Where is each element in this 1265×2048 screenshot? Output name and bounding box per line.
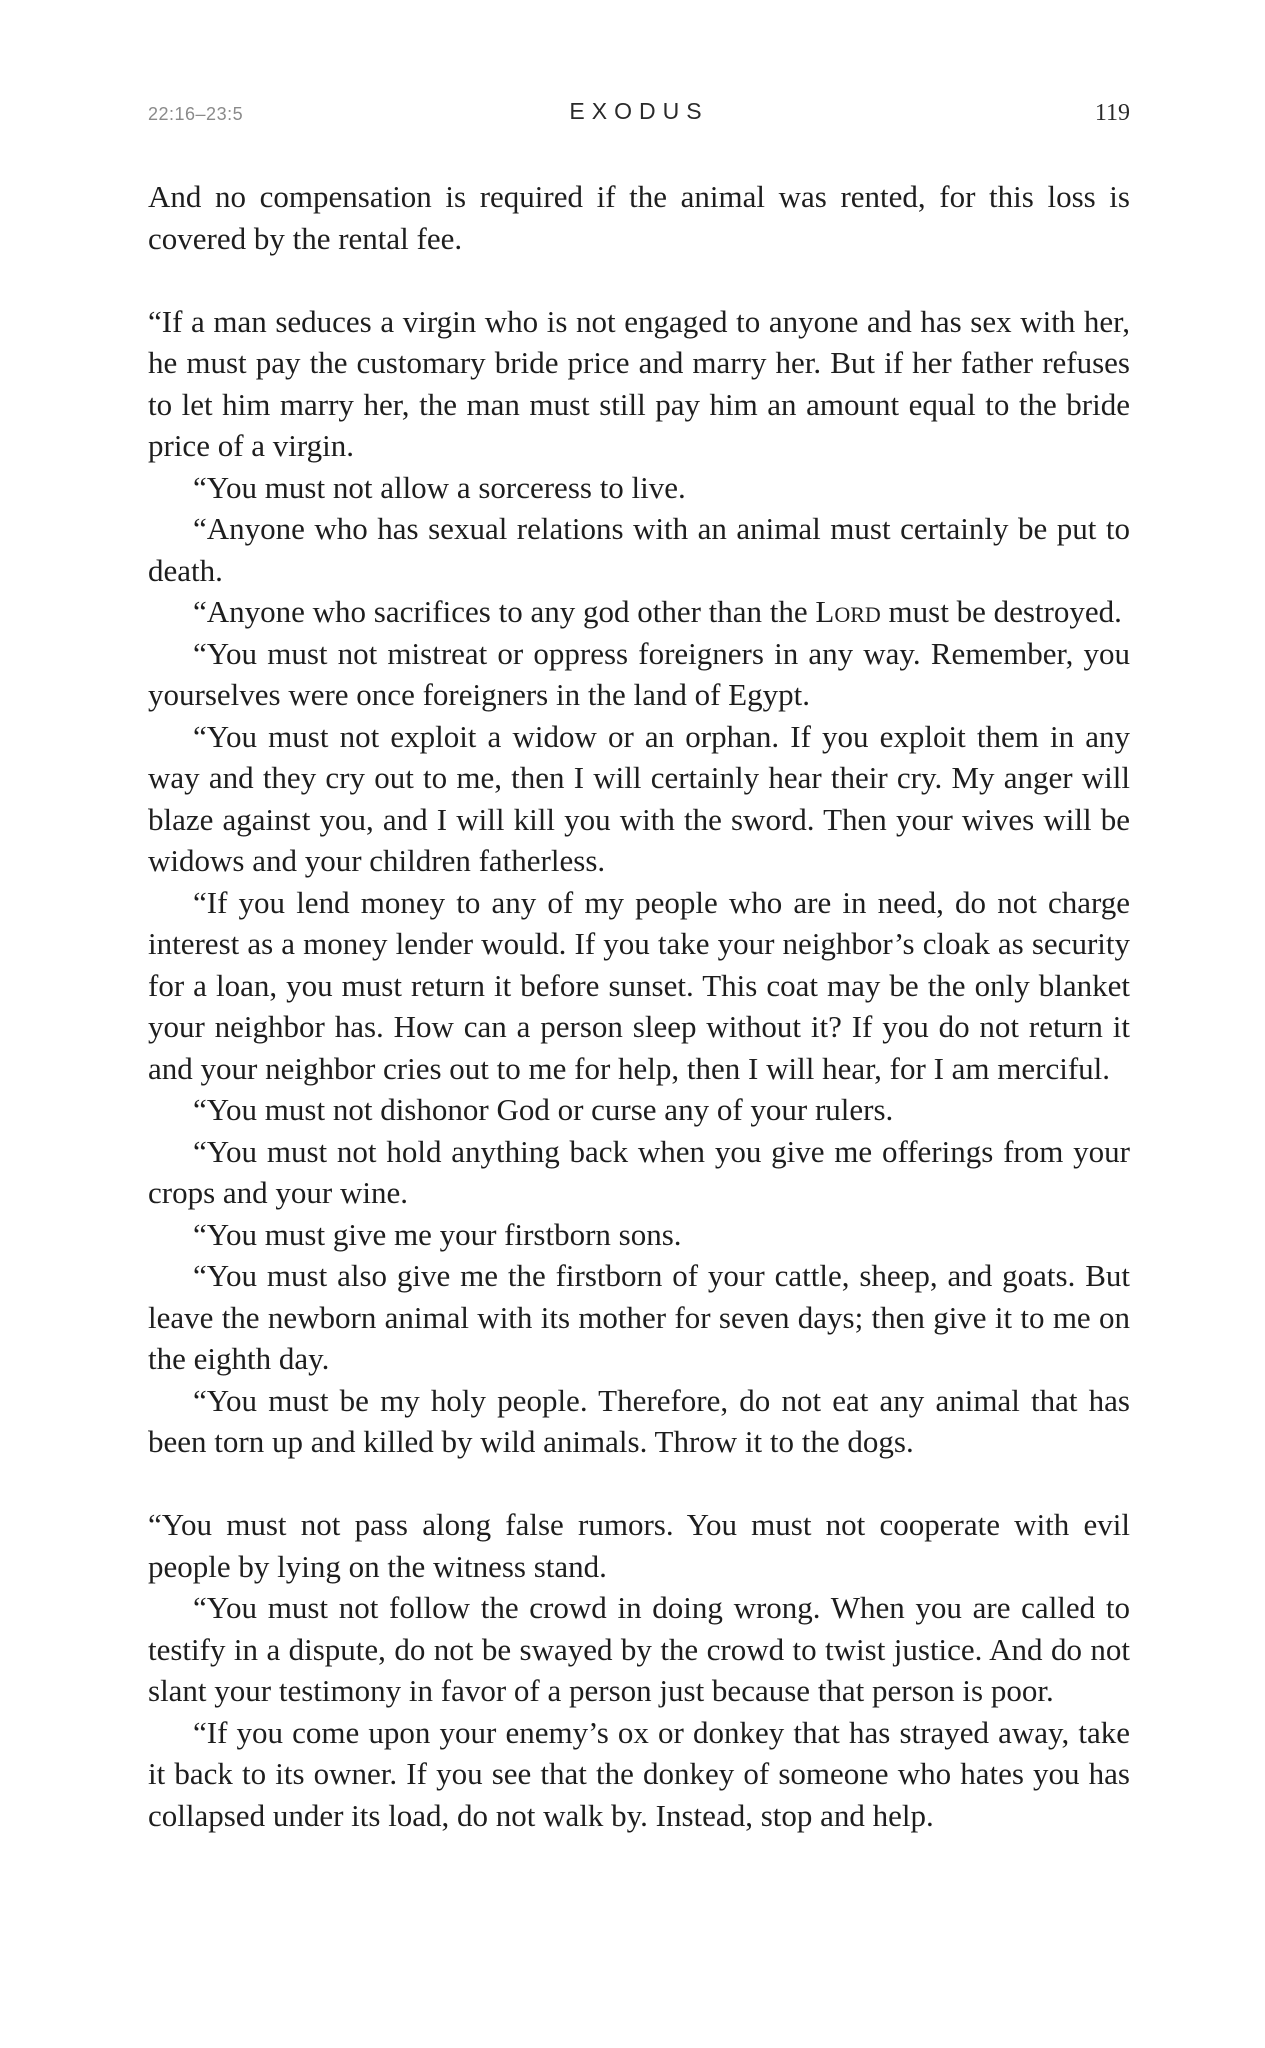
- page: [148, 0, 1130, 2048]
- verse-range: 22:16–23:5: [148, 104, 244, 124]
- paragraph-firstborn-animals: “You must also give me the firstborn of your cattle, sheep, and goats. But leave the newborn animal with its mother for seven days; then give it to me on the eighth day.: [148, 1258, 1130, 1376]
- paragraph-animal-relations: “Anyone who has sexual relations with an animal must certainly be put to death.: [148, 511, 1130, 588]
- paragraph-follow-crowd: “You must not follow the crowd in doing wrong. When you are called to testify in a dispute, do not be swayed by the crowd to twist justice. And do not slant your testimony in favor of a person just because that person is poor.: [148, 1590, 1130, 1708]
- paragraph-rental-loss: And no compensation is required if the animal was rented, for this loss is covered by the rental fee.: [148, 179, 1130, 256]
- paragraph-false-rumors: “You must not pass along false rumors. You must not cooperate with evil people by lying on the witness stand.: [148, 1507, 1130, 1584]
- paragraph-holy-people: “You must be my holy people. Therefore, do not eat any animal that has been torn up and killed by wild animals. Throw it to the dogs.: [148, 1382, 1130, 1459]
- paragraph-widow-orphan: “You must not exploit a widow or an orphan. If you exploit them in any way and they cry out to me, then I will certainly hear their cry. My anger will blaze against you, and I will kill you with the sword. Then your wives will be widows and your children fatherless.: [148, 718, 1130, 878]
- paragraph-enemy-ox: “If you come upon your enemy’s ox or donkey that has strayed away, take it back to its owner. If you see that the donkey of someone who hates you has collapsed under its load, do not walk by. Instead, stop and help.: [148, 1714, 1130, 1833]
- paragraph-offerings: “You must not hold anything back when you give me offerings from your crops and your wine.: [148, 1133, 1130, 1210]
- other-gods-text-end: must be destroyed.: [880, 594, 1122, 629]
- scripture-text: [148, 176, 1130, 1836]
- paragraph-foreigners: “You must not mistreat or oppress foreigners in any way. Remember, you yourselves were once foreigners in the land of Egypt.: [148, 635, 1130, 712]
- other-gods-text-start: “Anyone who sacrifices to any god other than the: [193, 594, 816, 629]
- paragraph-firstborn-sons: “You must give me your firstborn sons.: [193, 1216, 682, 1252]
- page-number: 119: [1094, 100, 1130, 126]
- paragraph-lending-money: “If you lend money to any of my people who are in need, do not charge interest as a money lender would. If you take your neighbor’s cloak as security for a loan, you must return it before sunset. This coat may be the only blanket your neighbor has. How can a person sleep without it? If you do not return it and your neighbor cries out to me for help, then I will hear, for I am merciful.: [148, 884, 1130, 1086]
- lord-small-caps: Lord: [815, 594, 881, 629]
- paragraph-dishonor-god: “You must not dishonor God or curse any of your rulers.: [193, 1092, 894, 1127]
- book-title: EXODUS: [569, 98, 709, 124]
- paragraph-other-gods: [148, 591, 1130, 633]
- paragraph-sorceress: “You must not allow a sorceress to live.: [193, 469, 686, 505]
- running-head: [148, 98, 1130, 132]
- paragraph-seduction-law: “If a man seduces a virgin who is not engaged to anyone and has sex with her, he must pay the customary bride price and marry her. But if her father refuses to let him marry her, the man must still pay him an amount equal to the bride price of a virgin.: [148, 303, 1130, 463]
